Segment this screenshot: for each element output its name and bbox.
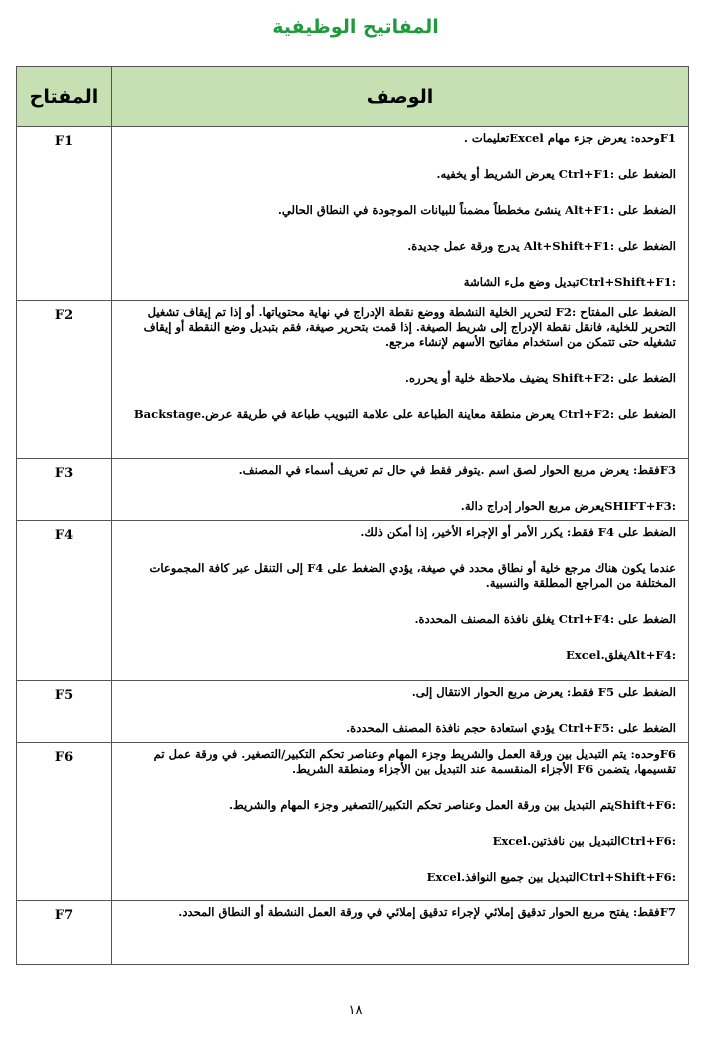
description-line: الضغط على :Ctrl+F1 يعرض الشريط أو يخفيه. [436,167,676,181]
description-line: عندما يكون هناك مرجع خلية أو نطاق محدد في صيغة، يؤدي الضغط على F4 إلى التنقل عبر كافة المجموعات المختلفة من المراجع المطلقة والنسبية. [149,561,676,590]
description-line: :Alt+F4يغلق.Excel [565,648,676,662]
row-key: F7 [17,901,112,965]
description-line: F7فقط: يفتح مربع الحوار تدقيق إملائي لإجراء تدقيق إملائي في ورقة العمل النشطة أو النطاق المحدد. [178,905,676,919]
description-line: الضغط على :Ctrl+F2 يعرض منطقة معاينة الطباعة على علامة التبويب طباعة في طريقة عرض.Backstage [133,407,676,421]
row-key: F2 [17,301,112,459]
description-line: الضغط على :Ctrl+F4 يغلق نافذة المصنف المحددة. [414,612,676,626]
row-description [112,901,689,965]
row-key: F1 [17,127,112,301]
header-description: الوصف [112,67,689,127]
description-line: الضغط على :Alt+F1 ينشئ مخططاً مضمناً للبيانات الموجودة في النطاق الحالي. [277,203,676,217]
description-line: F3فقط: يعرض مربع الحوار لصق اسم .يتوفر فقط في حال تم تعريف أسماء في المصنف. [238,463,676,477]
header-key: المفتاح [17,67,112,127]
row-key: F3 [17,459,112,521]
table-header-row [17,67,689,127]
row-key: F6 [17,743,112,901]
description-line: :Ctrl+F6التبديل بين نافذتين.Excel [492,834,676,848]
page-title: المفاتيح الوظيفية [272,16,439,38]
description-line: الضغط على F5 فقط: يعرض مربع الحوار الانتقال إلى. [411,685,676,699]
page-number: ١٨ [348,1003,363,1018]
row-description [112,521,689,681]
table-row [17,743,689,901]
row-description [112,301,689,459]
description-line: الضغط على F4 فقط: يكرر الأمر أو الإجراء الأخير، إذا أمكن ذلك. [360,525,676,539]
table-row [17,301,689,459]
description-line: :SHIFT+F3يعرض مربع الحوار إدراج دالة. [460,499,676,513]
description-line: :Shift+F6يتم التبديل بين ورقة العمل وعناصر تحكم التكبير/التصغير وجزء المهام والشريط. [228,798,676,812]
table-row [17,127,689,301]
description-line: الضغط على :Ctrl+F5 يؤدي استعادة حجم نافذة المصنف المحددة. [346,721,676,735]
description-line: :Ctrl+Shift+F1تبديل وضع ملء الشاشة [463,275,676,289]
description-line: :Ctrl+Shift+F6التبديل بين جميع النوافذ.Excel [426,870,676,884]
description-line: F6وحده: يتم التبديل بين ورقة العمل والشريط وجزء المهام وعناصر تحكم التكبير/التصغير. في ورقة عمل تم تقسيمها، يتضمن F6 الأجزاء المنقسمة عند التبديل بين الأجزاء ومنطقة الشريط. [153,747,676,776]
description-line: الضغط على المفتاح :F2 لتحرير الخلية النشطة ووضع نقطة الإدراج في نهاية محتوياتها. أو إذا تم إيقاف تشغيل التحرير للخلية، فانقل نقطة الإدراج إلى شريط الصيغة. إذا قمت بتحرير صيغة، فقم بتبديل وضع النقطة أو إيقاف تشغيله حتى تتمكن من استخدام مفاتيح الأسهم لإنشاء مرجع. [143,305,676,349]
table-row [17,681,689,743]
row-description [112,459,689,521]
description-line: F1وحده: يعرض جزء مهام Excelتعليمات . [463,131,676,145]
description-line: الضغط على :Shift+F2 يضيف ملاحظة خلية أو يحرره. [404,371,676,385]
table-row [17,901,689,965]
row-key: F5 [17,681,112,743]
description-line: الضغط على :Alt+Shift+F1 يدرج ورقة عمل جديدة. [407,239,676,253]
function-keys-table [16,66,689,965]
row-description [112,127,689,301]
row-key: F4 [17,521,112,681]
table-row [17,521,689,681]
row-description [112,681,689,743]
row-description [112,743,689,901]
table-row [17,459,689,521]
